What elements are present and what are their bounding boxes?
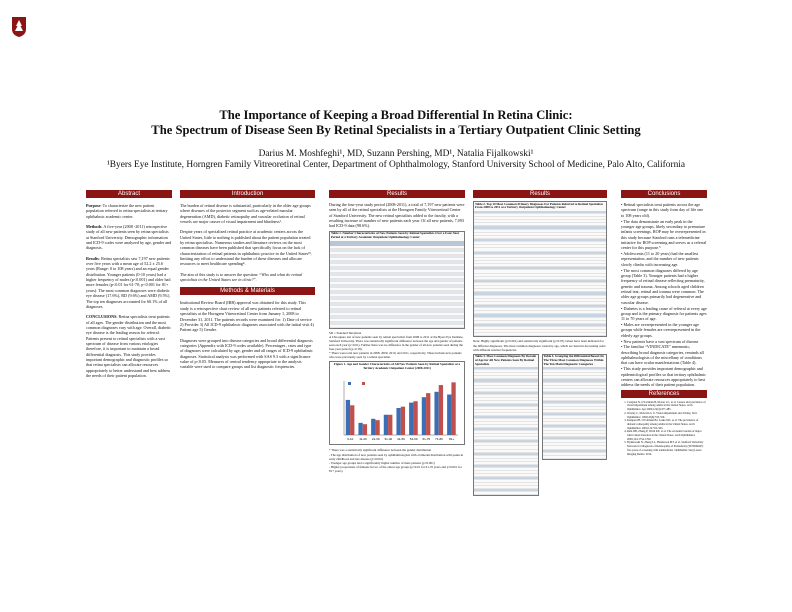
references-heading: References: [621, 390, 707, 398]
abstract-conclusions: CONCLUSIONS: Retina specialists treat patients of all ages. The gender distribution and the most common diagnoses vary with age. Overall, diabetic eye disease is the leading reason for referral. Patients present to retinal specialists with a vast spectrum of disease from various etiologies therefore, it is important to maintain a broad differential diagnosis. This study provides important demographic and diagnostic profiles so that retina specialists can allocate resources appropriately to better understand and best address the needs of their patient population.: [86, 314, 172, 378]
results-section: [329, 190, 465, 473]
abstract-methods: Methods: A five-year (2008 -2011) retrospective study of all new patients seen by retina specialists at Stanford University. Demographic information and ICD-9 codes were analyzed by age, gender and diagnosis.: [86, 224, 172, 251]
x-tick-label: 71-80: [435, 437, 443, 442]
poster-title-line2: The Spectrum of Disease Seen By Retinal Specialists in a Tertiary Outpatient Clinic Setting: [151, 123, 641, 137]
results-bullet-2: - The age distribution of new patients seen by ophthalmologists with a bimodal distribution with peaks in early childhood and late disease (p<0.001): [329, 452, 464, 461]
reference-item: 3. Kempen JH, O'Colmain BJ, Leske MC, et al. The prevalence of diabetic retinopathy among adults in the United States. Arch Ophthalmol. 2004;122:552-563.: [627, 419, 707, 430]
chart-bar: [396, 408, 400, 435]
results-bullet-4: - Higher proportions of females in two of the oldest age groups (p<0.01 for 61-70 years and p<0.001 for 81+ years): [329, 464, 462, 473]
abstract-purpose: Purpose: To characterize the new patient population referred to retina specialists at tertiary ophthalmic academic center.: [86, 203, 168, 219]
methods-paragraph-2: Diagnoses were grouped into disease categories and broad differential diagnosis categories (Appendix with ICD-9 codes available). Percentages , rates and type of diagnoses were calculated by age, gender and all ranges of ICD-9 ophthalmic diagnoses. Statistical analysis was performed with SAS 9.3 with a significance value of p<0.05. Measures of central tendency appropriate to the analysis variable were used to compare groups and list diagnostic frequencies.: [180, 337, 313, 370]
table-1-body: [330, 246, 464, 328]
chart-bar: [358, 423, 362, 435]
figure-note-2: * There were total new patients in 2008, 2009, 2010, and 2011, respectively. These include new patients who were previously seen by a retinal specialist.: [329, 351, 462, 360]
poster-title-line1: The Importance of Keeping a Broad Differential In Retina Clinic:: [219, 108, 573, 122]
table-row: [474, 333, 606, 336]
intro-paragraph-2: Despite years of specialized retinal practice at academic centers across the United States, little to nothing is published about the patient population treated by retina specialists. Numerous studies and literature reviews on the most common diseases have been published that specifically focus on the lack of characterization of retinal patients in ophthalmic practice in the United States²³, limiting any effort to understand the burden of these diseases and allocate resources to meet healthcare spending⁴.: [180, 229, 312, 267]
affiliation: ¹Byers Eye Institute, Horngren Family Vitreoretinal Center, Department of Ophthalmology, Stanford University School of Medicine, Palo Alto, California: [106, 160, 686, 170]
chart-bar: [434, 392, 438, 435]
introduction-section: [180, 190, 315, 375]
x-tick-label: 0-10: [347, 437, 354, 442]
table-2-caption: Table 2. Top 10 Most Common Primary Diagnoses For Patients Referred to Retinal Specialists From 2008 to 2011 at a Tertiary Outpatient Ophthalmology Center: [475, 201, 603, 210]
x-tick-label: 11-20: [359, 437, 367, 442]
figure-note: A Chi-square test of new-patients seen by retinal specialists from 2008 to 2011 at the Byers Eye Institute, Stanford University. There was statistically significant difference between the age and gender of patients seen each year (p<0.01). Further there was no difference in the gender of all new patients seen during the four-year period (p=0.18).: [329, 334, 464, 352]
results-heading: Results: [329, 190, 465, 198]
chart-bar: [447, 395, 451, 436]
table-2-body: [474, 211, 606, 337]
author-list: Darius M. Moshfeghi¹, MD, Suzann Pershing, MD¹, Natalia Fijalkowski¹: [258, 149, 534, 159]
table-row: [543, 456, 607, 459]
table-1-note: SD = Standard Deviation: [329, 330, 362, 335]
table-3: [473, 354, 539, 497]
poster-header: [0, 108, 792, 171]
x-tick-label: 21-30: [371, 437, 380, 442]
x-tick-label: 51-60: [409, 437, 418, 442]
table-4-body: [543, 367, 607, 458]
table-1: [329, 231, 465, 329]
chart-bar: [413, 401, 417, 435]
conclusions-section: [621, 190, 707, 456]
references-list: [621, 401, 707, 457]
chart-bar: [371, 419, 375, 435]
chart-bar: [439, 385, 443, 435]
x-tick-label: 81+: [449, 437, 455, 442]
table-row: [474, 492, 538, 495]
table-1-caption: Table 1. Number Characteristics of New Patients Seen by Retinal Specialists Over a Four-Year Period at a Tertiary Academic Outpatient Ophthalmology Center: [331, 231, 460, 240]
results-bullet-3: - Younger age groups had a significantly higher number of male patients (p<0.001): [329, 460, 435, 465]
table-3-caption: Table 3. Most Common Diagnosis By Decade of Age for All New Patients Seen By Retinal Specialists: [475, 354, 536, 366]
conclusion-item: • Males are overrepresented in the younger age groups while females are overrepresented in the elderly age groups.: [621, 322, 701, 338]
results-section-2: [473, 190, 607, 496]
legend-swatch: [348, 382, 351, 385]
chart-bar: [451, 383, 455, 436]
chart-bar: [384, 415, 388, 435]
chart-bar: [363, 424, 367, 435]
conclusions-heading: Conclusions: [621, 190, 707, 198]
table-row: [330, 325, 464, 328]
results-bullet-1: * There was a statistically significant difference between the gender distribution: [329, 448, 432, 453]
tables-3-4: [473, 354, 607, 497]
table-4: [542, 354, 608, 460]
legend-swatch: [362, 382, 365, 385]
conclusion-item: • Adolescents (11 to 20 years) had the smallest representation, and the number of new patients slowly climbs with increasing age.: [621, 251, 699, 267]
results-heading-2: Results: [473, 190, 607, 198]
table-4-caption: Table 4. Grouping the Differential Based On The Three Most Common Diagnoses Within The Ten Main Diagnostic Categories: [543, 354, 604, 366]
conclusion-item: • The data demonstrate an early peak in the younger age groups, likely secondary to premature infants screenings. ROP may be overrepresented in this study because Stanford runs a telemedicine initiative for ROP screening and serves as a referral center for this purpose.⁵: [621, 218, 707, 251]
chart-bar: [401, 407, 405, 435]
intro-paragraph-1: The burden of retinal disease is substantial, particularly in the older age groups where diseases of the posterior segment such as age-related macular degeneration (AMD), diabetic retinopathy and vascular occlusion of retinal vessels are major causes of visual impairment and blindness¹.: [180, 203, 311, 225]
conclusion-item: • This study provides important demographic and epidemiological profiles so that tertiary ophthalmic centers can allocate resources appropriately to best address the needs of their patient population.: [621, 366, 706, 388]
intro-paragraph-3: The aim of this study is to answer the question: “Who and what do retinal specialists in the United States see in clinic?”.: [180, 271, 303, 283]
introduction-heading: Introduction: [180, 190, 315, 198]
x-tick-label: 61-70: [422, 437, 431, 442]
conclusion-item: • Diabetes is a leading cause of referral at every age group and is the primary diagnosis for patients ages 11 to 70 years of age.: [621, 305, 707, 322]
table-2-note: Note: Highly significant (p<0.001) and statistically significant (p<0.05) values have been indicated for the different diagnoses. The most common diagnoses varied by age, which are listed in decreasing order with different relative frequencies.: [473, 339, 606, 352]
reference-item: 5. Fijalkowski N, Zheng LL, Henderson MT, et al. Stanford University Network for Diagnosis of Retinopathy of Prematurity (SUNDROP): five years of screening with telemedicine. Ophthalmic Surg Lasers Imaging Retina. 2014.: [627, 441, 707, 456]
figure-1-caption: Figure 1. Age and Gender Characteristics of All New Patients Seen by Retinal Specialists at a Tertiary Academic Outpatient Center (2008-2011): [333, 362, 461, 370]
chart-bar: [409, 403, 413, 435]
abstract-heading: Abstract: [86, 190, 172, 198]
chart-bar: [346, 400, 350, 435]
chart-bar: [422, 397, 426, 435]
chart-bar: [375, 420, 379, 435]
chart-bar: [350, 406, 354, 436]
stanford-logo: [11, 16, 27, 38]
age-gender-bar-chart: [330, 371, 464, 445]
x-tick-label: 41-50: [397, 437, 405, 442]
reference-item: 1. Congdon N, O'Colmain B, Klaver CC, et al. Causes and prevalence of visual impairment among adults in the United States. Arch Ophthalmol. Apr 2004;122(4):477-485.: [627, 401, 707, 412]
table-2: [473, 201, 607, 337]
table-3-body: [474, 367, 538, 495]
conclusion-item: • The most common diagnoses differed by age group (Table 3). Younger patients had a higher frequency of retinal disease reflecting prematurity, genetic and trauma. Among schools aged children retinal tear, retinal and trauma were common. The older age groups primarily had degenerative and vascular disease.: [621, 267, 705, 305]
results-paragraph-1: During the four-year study period (2008-2011), a total of 7,197 new patients were seen by all of the retinal specialists at the Horngren Family Vitreoretinal Center of Stanford University. The new retinal specialists added to the faculty, with a resulting increase of number of new patients each year. Of all new patients, 7,093 had ICD-9 data (98.6%).: [329, 202, 465, 229]
figure-1: [329, 361, 465, 445]
chart-bar: [426, 393, 430, 435]
conclusion-item: • Retinal specialists treat patients across the age spectrum (range in this study from day of life one to 108 years old).: [621, 202, 704, 218]
conclusions-list: [621, 202, 707, 388]
conclusion-item: • The familiar “VINDICATE” mnemonic, describing broad diagnosis categories, reminds all ophthalmologists of the miscellany of conditions that can have ocular manifestations (Table 4).: [621, 344, 704, 366]
reference-item: 2. Owsley C, McGwin G Jr. Vision impairment and driving. Surv Ophthalmol. 1999;43(6):535-550.: [627, 412, 707, 419]
x-tick-label: 31-40: [384, 437, 393, 442]
methods-paragraph-1: Institutional Review Board (IRB) approval was obtained for this study. This study is a retrospective chart review of all new patients referred to retinal specialists at the Horngren Vitreoretinal Center from January 1, 2008 to December 31, 2011. The patients records were examined for: 1) Date of service 2) Provider 3) All ICD-9 ophthalmic diagnoses associated with the initial visit 4) Patient age 5) Gender.: [180, 300, 314, 333]
conclusion-item: • New patients have a vast spectrum of disease: [621, 338, 699, 344]
reference-item: 4. Rein DB, Zhang P, Wirth KE, et al. The economic burden of major adult visual disorders in the United States. Arch Ophthalmol. 2006;124:1754-1760.: [627, 430, 707, 441]
abstract-section: [86, 190, 172, 383]
methods-heading: Methods & Materials: [180, 287, 315, 295]
abstract-results: Results: Retina specialists saw 7,197 new patients over five years with a mean age of 52.2 ± 25.6 years (Range: 0 to 108 years) and an equal gender distribution. Younger patients (0-10 years) had a higher frequency of males (p<0.001) and older had more females (p<0.01 for 61-70; p<0.001 for 81+ years). The most common diagnoses were diabetic eye disease (17.6%), RD (9.6%) and AMD (9.5%). The top ten diagnoses accounted for 60.1% of all diagnoses.: [86, 255, 171, 309]
chart-bar: [388, 415, 392, 435]
